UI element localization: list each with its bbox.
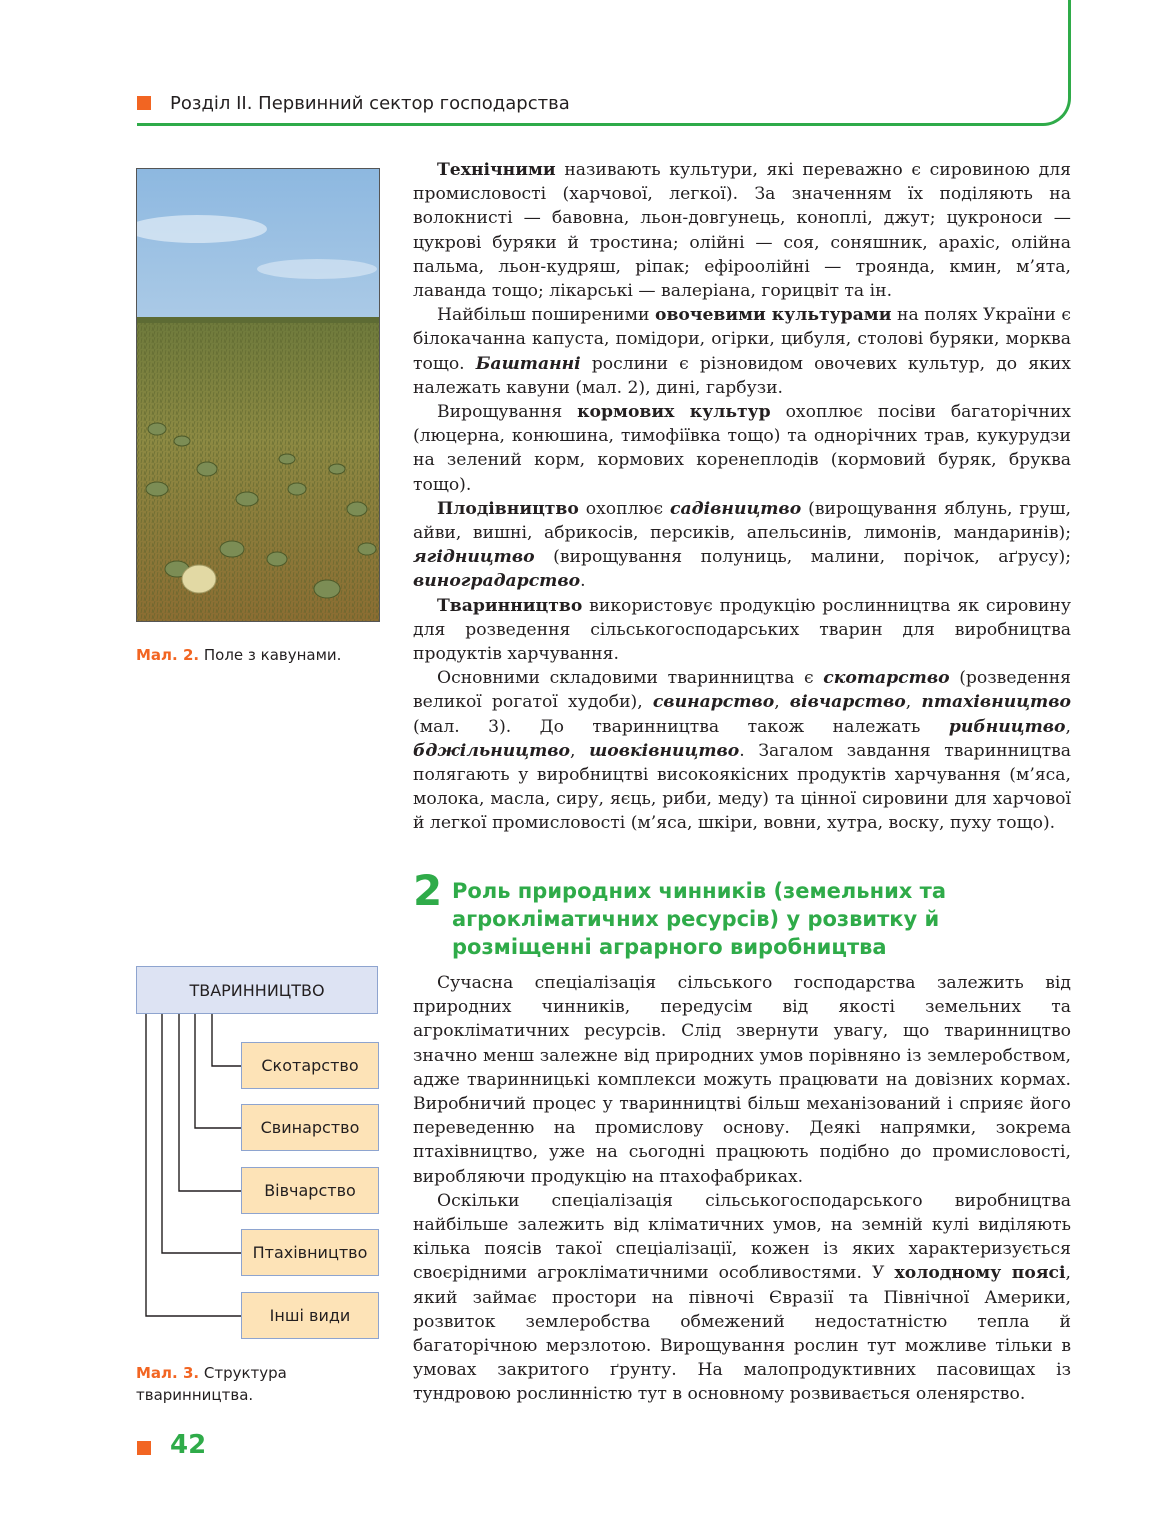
text: охоплює — [578, 498, 671, 519]
text: (розведення великої рогатої худоби), — [413, 668, 1071, 713]
paragraph-technical-crops — [413, 158, 1071, 303]
section-1-text — [413, 158, 1071, 836]
term: холодному поясі — [894, 1263, 1066, 1284]
paragraph-natural-factors: Сучасна спеціалізація сільського господарства залежить від природних чинників, передусім від якості земельних та агрокліматичних ресурсів. Слід звернути увагу, що тваринництво значно менш залежне від природних умов порівняно із землеробством, адже тваринницькі комплекси можуть працювати на довізних кормах. Виробничий процес у тваринництві більш механізований і сприяє його переведенню на промислову основу. Деякі напрямки, зокрема птахівництво, уже на сьогодні працюють подібно до промисловості, виробляючи продукцію на птахофабриках. — [413, 973, 1071, 1187]
text: називають культури, які переважно є сировиною для промисловості (харчової, легкої). За значенням їх поділяють на волокнисті — бавовна, льон-довгунець, коноплі, джут; цукроноси — цукрові буряки й тростина; олійні — соя, соняшник, арахіс, олійна пальма, льон-кудряш, ріпак; ефіроолійні — троянда, кмин, м’ята, лаванда тощо; лікарські — валеріана, горицвіт та ін. — [413, 160, 1071, 302]
term: Тваринництво — [437, 595, 583, 616]
text: , — [1065, 716, 1071, 737]
diagram-box-pig-farming: Свинарство — [241, 1104, 379, 1151]
term: садівництво — [670, 498, 802, 519]
paragraph-vegetable-crops — [413, 303, 1071, 400]
caption-label: Мал. 3. — [136, 1364, 200, 1382]
term: виноградарство — [413, 571, 581, 592]
text: . Загалом завдання тваринництва полягають у виробництві високоякісних продуктів харчування (м’яса, молока, масла, сиру, яєць, риби, меду) та цінної сировини для харчової й легкої промисловості (м’яса, шкіри, вовни, хутра, воску, пуху тощо). — [413, 740, 1071, 834]
paragraph-climate-belts — [413, 1189, 1071, 1407]
figure-3-caption — [136, 1362, 306, 1406]
term: бджільництво — [413, 740, 571, 761]
text: , який займає простори на півночі Євразії та Північної Америки, розвиток землеробства обмежений недостатністю тепла й багаторічною мерзлотою. Вирощування рослин тут можливе тільки в умовах закритого ґрунту. На малопродуктивних пасовищах із тундровою рослинністю тут в основному розвивається оленярство. — [413, 1263, 1072, 1405]
paragraph-fruit-growing — [413, 497, 1071, 594]
caption-text: Поле з кавунами. — [199, 646, 342, 664]
section-2-text — [413, 971, 1071, 1407]
diagram-box-cattle: Скотарство — [241, 1042, 379, 1089]
term: Плодівництво — [437, 498, 579, 519]
diagram-box-poultry: Птахівництво — [241, 1229, 379, 1276]
caption-text: Структура тваринництва. — [136, 1364, 287, 1404]
text: (вирощування полуниць, малини, порічок, аґрусу); — [534, 547, 1071, 568]
caption-label: Мал. 2. — [136, 646, 200, 664]
term: рибництво — [948, 716, 1066, 737]
text: Вирощування — [437, 402, 578, 423]
text: . — [580, 571, 586, 592]
term: скотарство — [823, 668, 950, 689]
running-header: Розділ ІІ. Первинний сектор господарства — [170, 93, 570, 114]
section-marker — [137, 96, 151, 110]
diagram-box-sheep-farming: Вівчарство — [241, 1167, 379, 1214]
term: вівчарство — [789, 692, 906, 713]
paragraph-livestock — [413, 594, 1071, 667]
diagram-box-other: Інші види — [241, 1292, 379, 1339]
paragraph-livestock-branches — [413, 666, 1071, 835]
term: свинарство — [652, 692, 775, 713]
section-number: 2 — [413, 866, 443, 915]
paragraph-fodder-crops — [413, 400, 1071, 497]
text: , — [905, 692, 922, 713]
text: Оскільки спеціалізація сільськогосподарського виробництва найбільше залежить від кліматичних умов, на земній кулі виділяють кілька поясів такої спеціалізації, кожен із яких характеризується своєрідними агрокліматичними особливостями. У — [413, 1190, 1071, 1284]
text: , — [570, 740, 590, 761]
page-number: 42 — [170, 1430, 207, 1460]
text: , — [774, 692, 790, 713]
term: овочевими культурами — [655, 305, 892, 326]
term: птахівництво — [921, 692, 1071, 713]
text: Основними складовими тваринництва є — [437, 668, 824, 689]
text: (вирощування яблунь, груш, айви, вишні, абрикосів, персиків, апельсинів, лимонів, мандаринів); — [413, 498, 1071, 544]
text: рослини є різновидом овочевих культур, до яких належать кавуни (мал. 2), дині, гарбузи. — [413, 353, 1071, 398]
figure-2-caption — [136, 644, 341, 666]
text: на полях України є білокачанна капуста, помідори, огірки, цибуля, столові буряки, морква тощо. — [413, 305, 1071, 374]
text: (мал. 3). До тваринництва також належать — [413, 716, 949, 737]
section-title: Роль природних чинників (земельних та агрокліматичних ресурсів) у розвитку й розміщенні аграрного виробництва — [452, 879, 946, 959]
term: Технічними — [437, 160, 556, 180]
text: Найбільш поширеними — [437, 305, 655, 326]
term: Баштанні — [475, 353, 581, 374]
text: охоплює посіви багаторічних (люцерна, конюшина, тимофіївка тощо) та однорічних трав, кукурудзи на зелений корм, кормових коренеплодів (кормовий буряк, бруква тощо). — [413, 402, 1071, 495]
page-number-marker — [137, 1441, 151, 1455]
watermelon-field-photo — [136, 168, 380, 622]
diagram-connectors — [136, 1014, 256, 1334]
term: ягідництво — [413, 547, 535, 568]
text: використовує продукцію рослинництва як сировину для розведення сільськогосподарських тварин для виробництва продуктів харчування. — [413, 595, 1071, 665]
term: кормових культур — [577, 402, 771, 423]
diagram-root-box: ТВАРИННИЦТВО — [136, 966, 378, 1014]
term: шовківництво — [589, 740, 740, 761]
